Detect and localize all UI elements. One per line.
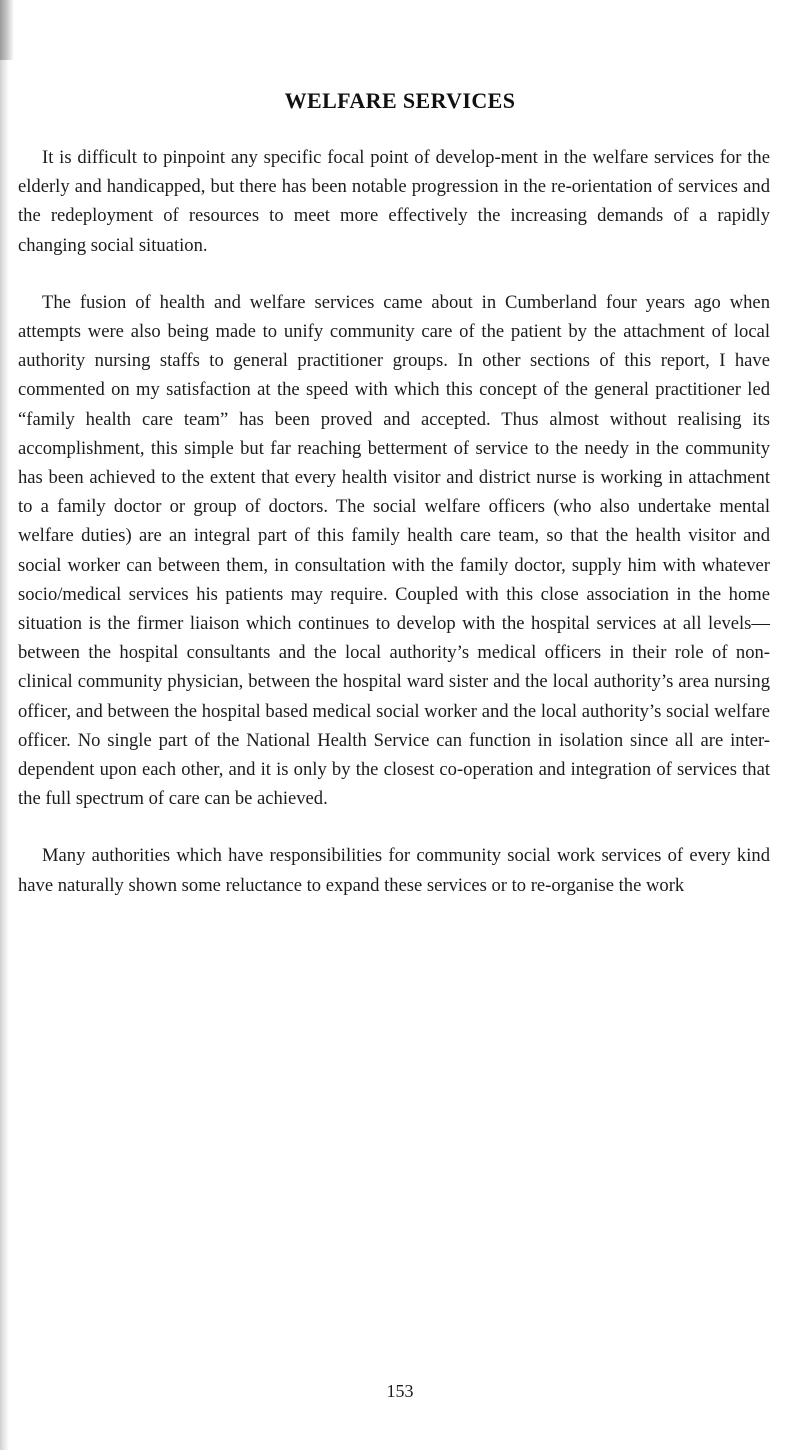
binding-edge-dark-mark <box>0 0 14 60</box>
binding-edge-shadow <box>0 0 9 1450</box>
body-text <box>18 143 770 900</box>
paragraph-2: The fusion of health and welfare services came about in Cumberland four years ago when attempts were also being made to unify community care of the patient by the attachment of local authority nursing staffs to general practitioner groups. In other sections of this report, I have commented on my satisfaction at the speed with which this concept of the general practitioner led “family health care team” has been proved and accepted. Thus almost without realising its accomplishment, this simple but far reaching betterment of service to the needy in the community has been achieved to the extent that every health visitor and district nurse is working in attachment to a family doctor or group of doctors. The social welfare officers (who also undertake mental welfare duties) are an integral part of this family health care team, so that the health visitor and social worker can between them, in consultation with the family doctor, supply him with whatever socio/medical services his patients may require. Coupled with this close association in the home situation is the firmer liaison which continues to develop with the hospital services at all levels— between the hospital consultants and the local authority’s medical officers in their role of non-clinical community physician, between the hospital ward sister and the local authority’s area nursing officer, and between the hospital based medical social worker and the local authority’s social welfare officer. No single part of the National Health Service can function in isolation since all are inter-dependent upon each other, and it is only by the closest co-operation and integration of services that the full spectrum of care can be achieved. <box>18 291 770 810</box>
page-number: 153 <box>386 1381 414 1401</box>
paragraph-1: It is difficult to pinpoint any specific focal point of develop-ment in the welfare services for the elderly and handicapped, but there has been notable progression in the re-orientation of services and the redeployment of resources to meet more effectively the increasing demands of a rapidly changing social situation. <box>18 147 770 256</box>
page-title: WELFARE SERVICES <box>284 88 516 113</box>
paragraph-3: Many authorities which have responsibilities for community social work services of every kind have naturally shown some reluctance to expand these services or to re-organise the work <box>18 845 770 896</box>
